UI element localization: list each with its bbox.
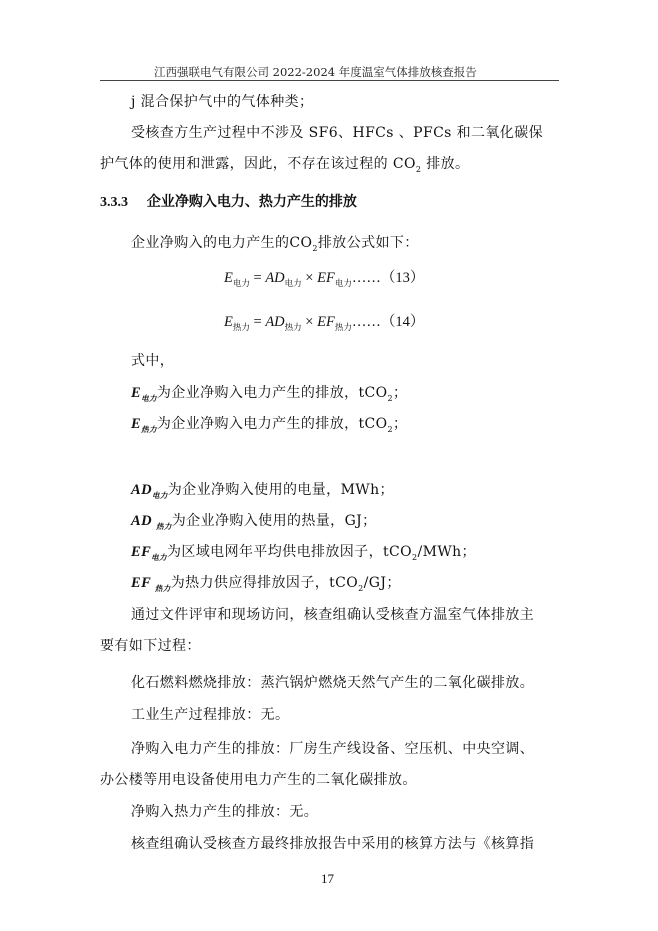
formula-var: AD [265, 314, 285, 330]
paragraph-line [131, 232, 419, 253]
formula-var: AD [265, 270, 285, 286]
list-item-j: j 混合保护气中的气体种类； [131, 94, 314, 110]
formula-number: ……（13） [351, 270, 425, 286]
paragraph-line: 工业生产过程排放：无。 [131, 707, 290, 723]
text-span: 排放。 [421, 156, 470, 172]
paragraph-line: 净购入热力产生的排放：无。 [131, 804, 319, 820]
definition-text: 为企业净购入使用的热量，GJ； [171, 513, 377, 529]
formula-var: EF [317, 314, 335, 330]
definition-line [131, 413, 407, 435]
definition-end: ； [393, 416, 408, 432]
formula-op: × [301, 270, 318, 286]
definition-var [131, 575, 171, 591]
paragraph-line: 要有如下过程： [100, 638, 201, 654]
text-span: 护气体的使用和泄露，因此，不存在该过程的 CO [100, 156, 416, 172]
definition-line [131, 510, 377, 532]
paragraph-line: 核查组确认受核查方最终排放报告中采用的核算方法与《核算指 [131, 836, 535, 852]
var-sub: 电力 [151, 490, 168, 500]
shizhong-label: 式中， [131, 353, 175, 369]
definition-var [131, 544, 167, 560]
subscript: 2 [312, 243, 318, 253]
definition-var [131, 482, 168, 498]
var-symbol: AD [131, 482, 152, 498]
subscript: 2 [415, 164, 422, 174]
section-number: 3.3.3 [100, 195, 128, 210]
formula-op: × [301, 314, 318, 330]
var-sub: 热力 [155, 521, 172, 531]
definition-line [131, 479, 394, 501]
definition-end: /MWh； [417, 544, 476, 560]
text-span: 排放公式如下： [317, 235, 419, 251]
formula-14 [224, 310, 424, 333]
definition-end: /GJ； [363, 575, 401, 591]
var-symbol: AD [131, 513, 156, 529]
definition-end: ； [393, 385, 408, 401]
paragraph-line: 通过文件评审和现场访问，核查组确认受核查方温室气体排放主 [131, 607, 535, 623]
formula-sub: 热力 [334, 322, 352, 333]
var-symbol: E [131, 416, 142, 432]
var-symbol: E [131, 385, 142, 401]
section-heading [100, 191, 357, 211]
var-sub: 热力 [141, 424, 157, 434]
definition-var [131, 385, 157, 401]
definition-line [131, 382, 407, 404]
formula-var: EF [317, 270, 335, 286]
formula-sub: 热力 [284, 322, 302, 333]
paragraph-line: 办公楼等用电设备使用电力产生的二氧化碳排放。 [100, 772, 417, 788]
paragraph-line: 受核查方生产过程中不涉及 SF6、HFCs 、PFCs 和二氧化碳保 [131, 125, 544, 141]
definition-text: 为企业净购入电力产生的排放，tCO [156, 416, 388, 432]
page-number: 17 [321, 871, 334, 886]
formula-var: E [224, 314, 233, 330]
var-sub: 热力 [154, 583, 171, 593]
definition-line [131, 541, 476, 563]
definition-text: 为企业净购入使用的电量，MWh； [167, 482, 394, 498]
definition-var [131, 513, 172, 529]
header-rule [100, 80, 559, 81]
paragraph-line: 化石燃料燃烧排放：蒸汽锅炉燃烧天然气产生的二氧化碳排放。 [131, 675, 535, 691]
formula-op: = [249, 314, 266, 330]
var-sub: 电力 [141, 393, 157, 403]
formula-sub: 电力 [284, 278, 302, 289]
var-sub: 电力 [151, 552, 167, 562]
var-symbol: EF [131, 575, 155, 591]
definition-text: 为企业净购入电力产生的排放，tCO [156, 385, 388, 401]
subscript: 2 [358, 583, 364, 593]
formula-var: E [224, 270, 233, 286]
definition-var [131, 416, 157, 432]
formula-sub: 电力 [232, 278, 250, 289]
definition-text: 为热力供应得排放因子，tCO [170, 575, 359, 591]
var-symbol: EF [131, 544, 152, 560]
subscript: 2 [387, 424, 394, 434]
formula-13 [224, 266, 424, 289]
definition-text: 为区域电网年平均供电排放因子，tCO [166, 544, 412, 560]
formula-sub: 热力 [232, 322, 250, 333]
subscript: 2 [411, 552, 418, 562]
definition-line [131, 572, 401, 594]
paragraph-line: 净购入电力产生的排放：厂房生产线设备、空压机、中央空调、 [131, 741, 535, 757]
formula-op: = [249, 270, 266, 286]
subscript: 2 [387, 393, 394, 403]
formula-sub: 电力 [334, 278, 352, 289]
section-title: 企业净购入电力、热力产生的排放 [146, 194, 357, 210]
paragraph-line [100, 153, 469, 174]
text-span: 企业净购入的电力产生的CO [131, 235, 313, 251]
header-title: 江西强联电气有限公司 2022-2024 年度温室气体排放核查报告 [154, 65, 477, 79]
formula-number: ……（14） [351, 314, 425, 330]
